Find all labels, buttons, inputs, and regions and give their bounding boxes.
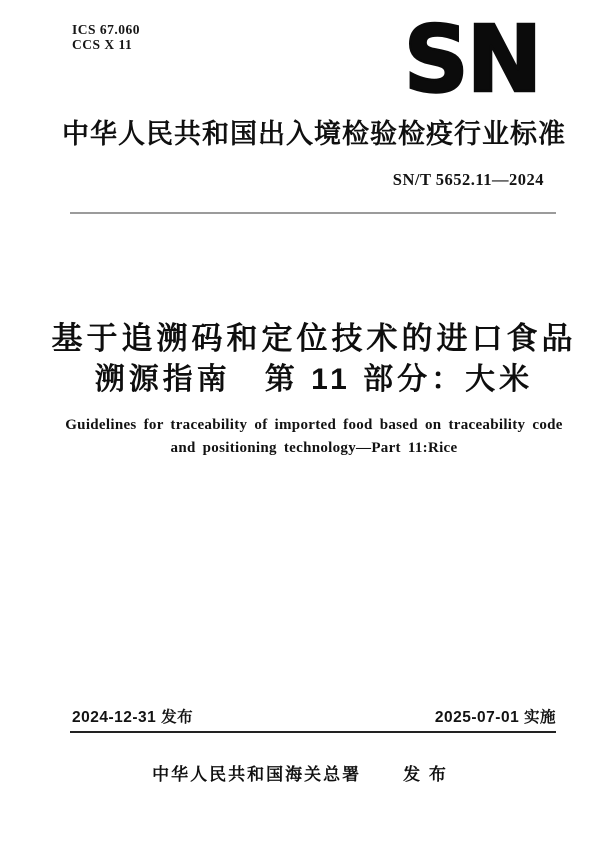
sn-logo: SN — [403, 6, 540, 113]
dates-row — [72, 705, 556, 727]
title-en-line2: and positioning technology—Part 11:Rice — [170, 440, 458, 456]
title-cn-line2: 溯源指南 第 11 部分：大米 — [94, 363, 534, 396]
issue-date: 2024-12-31 发布 — [72, 709, 194, 726]
title-en-line1: Guidelines for traceability of imported food based on traceability code — [65, 417, 563, 433]
ccs-code: CCS X 11 — [72, 37, 133, 52]
ics-code: ICS 67.060 — [72, 22, 141, 37]
title-chinese — [40, 320, 588, 398]
classification-codes — [72, 22, 140, 52]
standard-org-heading: 中华人民共和国出入境检验检疫行业标准 — [62, 119, 566, 149]
release-label: 发 布 — [403, 765, 448, 784]
footer-divider-line — [70, 731, 556, 733]
title-cn-line1: 基于追溯码和定位技术的进口食品 — [51, 321, 577, 356]
publisher-row — [0, 760, 600, 785]
title-english — [60, 414, 568, 460]
publisher-name: 中华人民共和国海关总署 — [152, 765, 362, 784]
header-divider-line — [70, 212, 556, 214]
standard-number: SN/T 5652.11—2024 — [392, 170, 544, 189]
implementation-date: 2025-07-01 实施 — [434, 709, 556, 726]
